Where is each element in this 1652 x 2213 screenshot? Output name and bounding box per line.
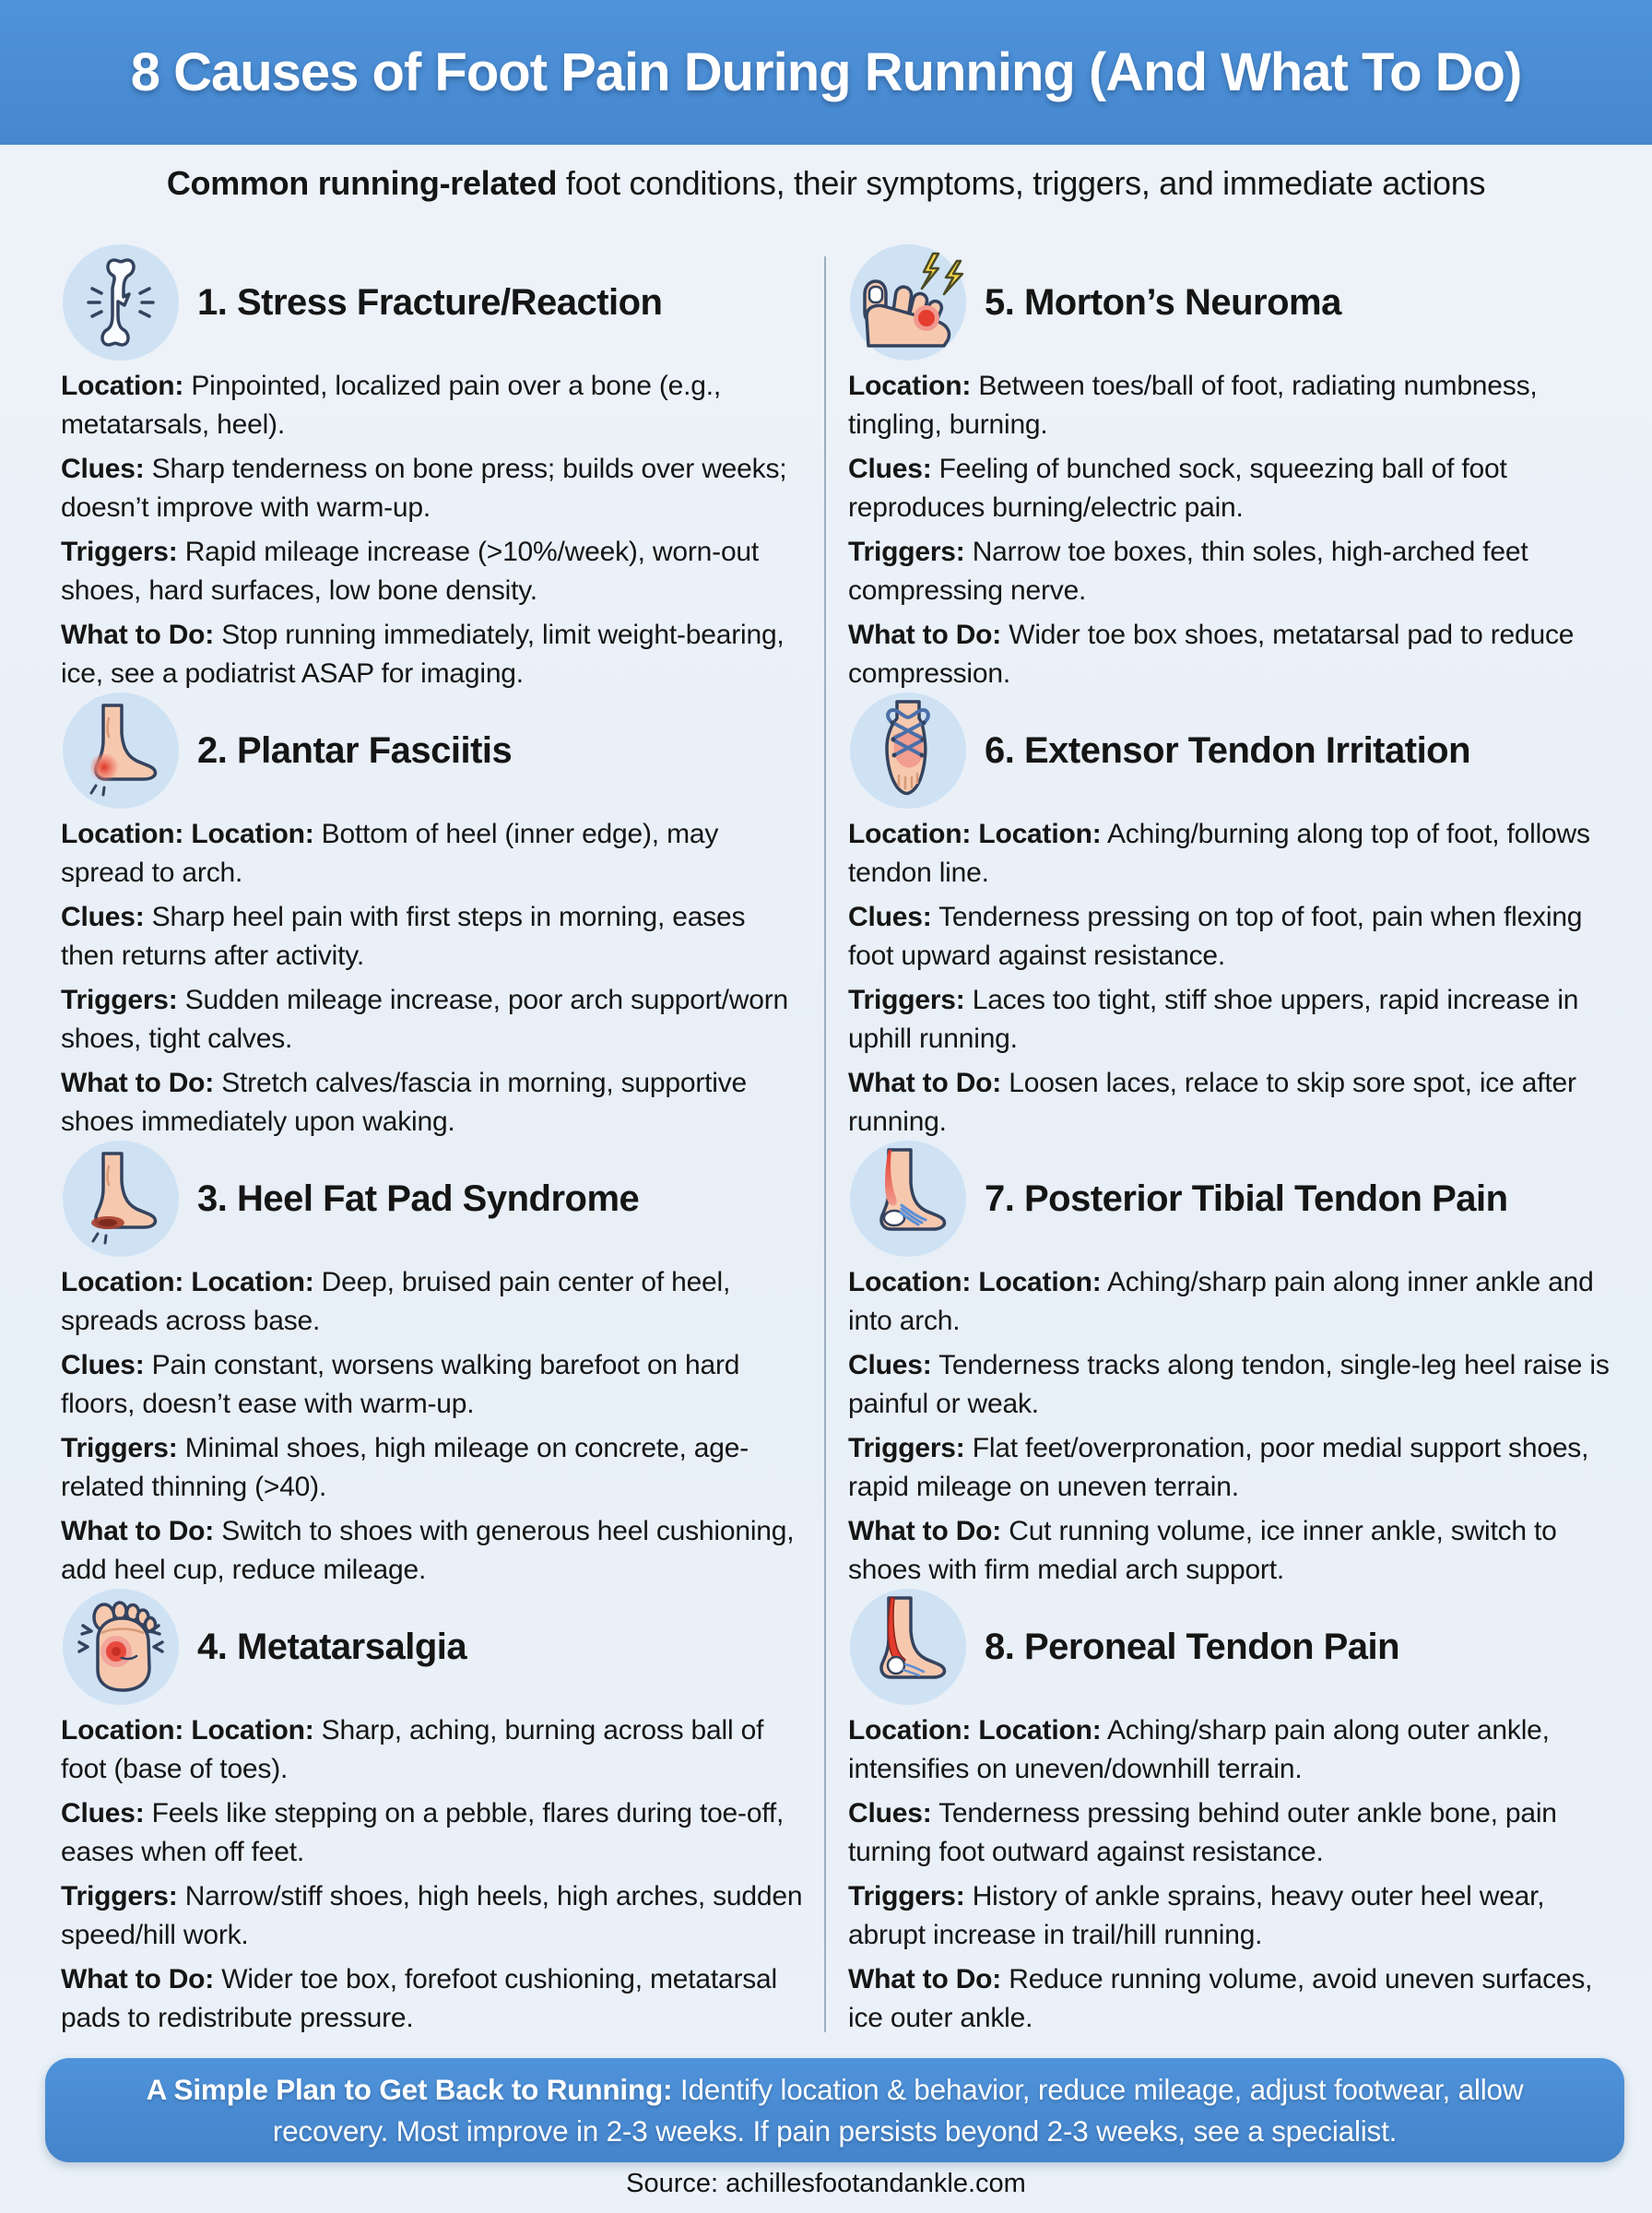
subtitle <box>0 164 1652 203</box>
condition-detail: Clues: Sharp tenderness on bone press; builds over weeks; doesn’t improve with warm-up. <box>61 454 787 523</box>
condition-detail: Triggers: Narrow toe boxes, thin soles, high-arched feet compressing nerve. <box>848 537 1528 606</box>
detail-label: Location: <box>848 371 972 401</box>
detail-label: Location: Location: <box>848 819 1102 849</box>
condition-title: 5. Morton’s Neuroma <box>985 281 1341 323</box>
detail-label: Triggers: <box>61 537 178 567</box>
condition-detail: What to Do: Wider toe box shoes, metatarsal pad to reduce compression. <box>848 620 1575 689</box>
condition-detail: What to Do: Switch to shoes with generous heel cushioning, add heel cup, reduce mileage. <box>61 1516 795 1585</box>
detail-label: What to Do: <box>848 1068 1002 1098</box>
condition-header <box>848 243 1613 361</box>
conditions-grid <box>61 243 1613 2036</box>
condition-details <box>848 1711 1613 2038</box>
condition-detail: Triggers: Sudden mileage increase, poor arch support/worn shoes, tight calves. <box>61 985 789 1054</box>
detail-label: Clues: <box>61 1798 145 1828</box>
detail-label: Triggers: <box>61 1881 178 1911</box>
condition-detail: Location: Location: Aching/sharp pain along outer ankle, intensifies on uneven/downhill terrain. <box>848 1715 1550 1784</box>
detail-label: What to Do: <box>848 620 1002 650</box>
condition-details <box>848 1263 1613 1590</box>
condition-detail: What to Do: Reduce running volume, avoid uneven surfaces, ice outer ankle. <box>848 1964 1593 2033</box>
condition-detail: Triggers: Laces too tight, stiff shoe uppers, rapid increase in uphill running. <box>848 985 1579 1054</box>
condition-section-4 <box>61 1588 804 2036</box>
detail-label: Location: Location: <box>848 1267 1102 1297</box>
condition-detail: Triggers: History of ankle sprains, heavy outer heel wear, abrupt increase in trail/hill running. <box>848 1881 1545 1950</box>
condition-detail: What to Do: Stretch calves/fascia in morning, supportive shoes immediately upon waking. <box>61 1068 748 1137</box>
condition-title: 6. Extensor Tendon Irritation <box>985 729 1471 771</box>
detail-label: Location: Location: <box>61 819 314 849</box>
condition-header <box>848 1140 1613 1258</box>
inner-ankle-tendon-icon <box>848 1139 968 1259</box>
condition-title: 4. Metatarsalgia <box>197 1626 467 1667</box>
subtitle-bold: Common running-related <box>166 164 558 202</box>
detail-label: Triggers: <box>848 985 965 1015</box>
condition-detail: Location: Location: Bottom of heel (inner edge), may spread to arch. <box>61 819 719 888</box>
detail-label: Triggers: <box>848 1881 965 1911</box>
condition-section-7 <box>848 1140 1613 1588</box>
condition-details <box>61 1263 804 1590</box>
condition-header <box>61 243 804 361</box>
condition-detail: What to Do: Stop running immediately, limit weight-bearing, ice, see a podiatrist ASAP for imaging. <box>61 620 785 689</box>
condition-detail: Location: Location: Sharp, aching, burning across ball of foot (base of toes). <box>61 1715 764 1784</box>
detail-label: Triggers: <box>61 985 178 1015</box>
detail-label: Clues: <box>61 454 145 484</box>
page-title: 8 Causes of Foot Pain During Running (And What To Do) <box>130 42 1522 102</box>
condition-title: 7. Posterior Tibial Tendon Pain <box>985 1178 1508 1219</box>
condition-section-2 <box>61 692 804 1140</box>
condition-section-6 <box>848 692 1613 1140</box>
condition-title: 8. Peroneal Tendon Pain <box>985 1626 1400 1667</box>
condition-header <box>61 692 804 810</box>
condition-detail: Clues: Tenderness tracks along tendon, single-leg heel raise is painful or weak. <box>848 1350 1610 1419</box>
subtitle-rest: foot conditions, their symptoms, triggers, and immediate actions <box>557 164 1486 202</box>
detail-label: Triggers: <box>848 537 965 567</box>
condition-detail: Clues: Feels like stepping on a pebble, flares during toe-off, eases when off feet. <box>61 1798 785 1867</box>
condition-detail: Triggers: Rapid mileage increase (>10%/week), worn-out shoes, hard surfaces, low bone density. <box>61 537 760 606</box>
detail-label: Clues: <box>848 1798 932 1828</box>
detail-label: Clues: <box>61 902 145 932</box>
condition-detail: What to Do: Wider toe box, forefoot cushioning, metatarsal pads to redistribute pressure. <box>61 1964 778 2033</box>
condition-section-1 <box>61 243 804 692</box>
detail-label: What to Do: <box>61 1068 215 1098</box>
condition-detail: What to Do: Loosen laces, relace to skip sore spot, ice after running. <box>848 1068 1576 1137</box>
condition-detail: Location: Between toes/ball of foot, radiating numbness, tingling, burning. <box>848 371 1538 440</box>
condition-header <box>61 1140 804 1258</box>
condition-detail: Clues: Sharp heel pain with first steps in morning, eases then returns after activity. <box>61 902 746 971</box>
condition-title: 1. Stress Fracture/Reaction <box>197 281 663 323</box>
detail-label: Clues: <box>848 902 932 932</box>
condition-details <box>61 367 804 693</box>
condition-detail: What to Do: Cut running volume, ice inner ankle, switch to shoes with firm medial arch support. <box>848 1516 1557 1585</box>
condition-section-8 <box>848 1588 1613 2036</box>
detail-label: Location: <box>61 371 184 401</box>
detail-label: What to Do: <box>61 1516 215 1546</box>
heel-pain-icon <box>61 691 181 811</box>
condition-title: 3. Heel Fat Pad Syndrome <box>197 1178 640 1219</box>
detail-label: What to Do: <box>61 1964 215 1994</box>
detail-label: Triggers: <box>61 1433 178 1463</box>
condition-title: 2. Plantar Fasciitis <box>197 729 513 771</box>
detail-label: Location: Location: <box>848 1715 1102 1746</box>
condition-detail: Clues: Tenderness pressing on top of foot, pain when flexing foot upward against resistance. <box>848 902 1583 971</box>
detail-label: Triggers: <box>848 1433 965 1463</box>
laced-foot-icon <box>848 691 968 811</box>
bone-crack-icon <box>61 243 181 362</box>
detail-label: Location: Location: <box>61 1267 314 1297</box>
header-bar <box>0 0 1652 145</box>
detail-label: What to Do: <box>61 620 215 650</box>
condition-details <box>61 1711 804 2038</box>
condition-detail: Clues: Feeling of bunched sock, squeezing ball of foot reproduces burning/electric pain. <box>848 454 1507 523</box>
condition-detail: Location: Location: Aching/burning along top of foot, follows tendon line. <box>848 819 1590 888</box>
detail-label: What to Do: <box>848 1516 1002 1546</box>
condition-header <box>848 1588 1613 1706</box>
condition-details <box>848 367 1613 693</box>
summary-banner-rest: Identify location & behavior, reduce mileage, adjust footwear, allow recovery. Most improve in 2-3 weeks. If pain persists beyond 2-3 weeks, see a specialist. <box>272 2072 1524 2148</box>
outer-ankle-tendon-icon <box>848 1587 968 1707</box>
detail-label: What to Do: <box>848 1964 1002 1994</box>
heel-bruise-icon <box>61 1139 181 1259</box>
condition-header <box>61 1588 804 1706</box>
condition-detail: Triggers: Minimal shoes, high mileage on concrete, age-related thinning (>40). <box>61 1433 749 1502</box>
condition-detail: Location: Location: Deep, bruised pain center of heel, spreads across base. <box>61 1267 731 1336</box>
condition-header <box>848 692 1613 810</box>
condition-detail: Clues: Pain constant, worsens walking barefoot on hard floors, doesn’t ease with warm-up. <box>61 1350 740 1419</box>
detail-label: Clues: <box>848 454 932 484</box>
condition-details <box>61 815 804 1142</box>
condition-detail: Location: Pinpointed, localized pain over a bone (e.g., metatarsals, heel). <box>61 371 722 440</box>
detail-label: Clues: <box>848 1350 932 1380</box>
summary-banner-text <box>45 2069 1624 2152</box>
summary-banner-lead: A Simple Plan to Get Back to Running: <box>146 2072 673 2106</box>
condition-detail: Location: Location: Aching/sharp pain along inner ankle and into arch. <box>848 1267 1594 1336</box>
source-credit: Source: achillesfootandankle.com <box>626 2169 1026 2198</box>
detail-label: Clues: <box>61 1350 145 1380</box>
condition-details <box>848 815 1613 1142</box>
summary-banner <box>45 2058 1624 2162</box>
condition-section-3 <box>61 1140 804 1588</box>
forefoot-pressure-icon <box>61 1587 181 1707</box>
toe-neuroma-icon <box>848 243 968 362</box>
detail-label: Location: Location: <box>61 1715 314 1746</box>
condition-detail: Triggers: Flat feet/overpronation, poor medial support shoes, rapid mileage on uneven terrain. <box>848 1433 1589 1502</box>
condition-section-5 <box>848 243 1613 692</box>
condition-detail: Clues: Tenderness pressing behind outer ankle bone, pain turning foot outward against resistance. <box>848 1798 1557 1867</box>
condition-detail: Triggers: Narrow/stiff shoes, high heels, high arches, sudden speed/hill work. <box>61 1881 803 1950</box>
